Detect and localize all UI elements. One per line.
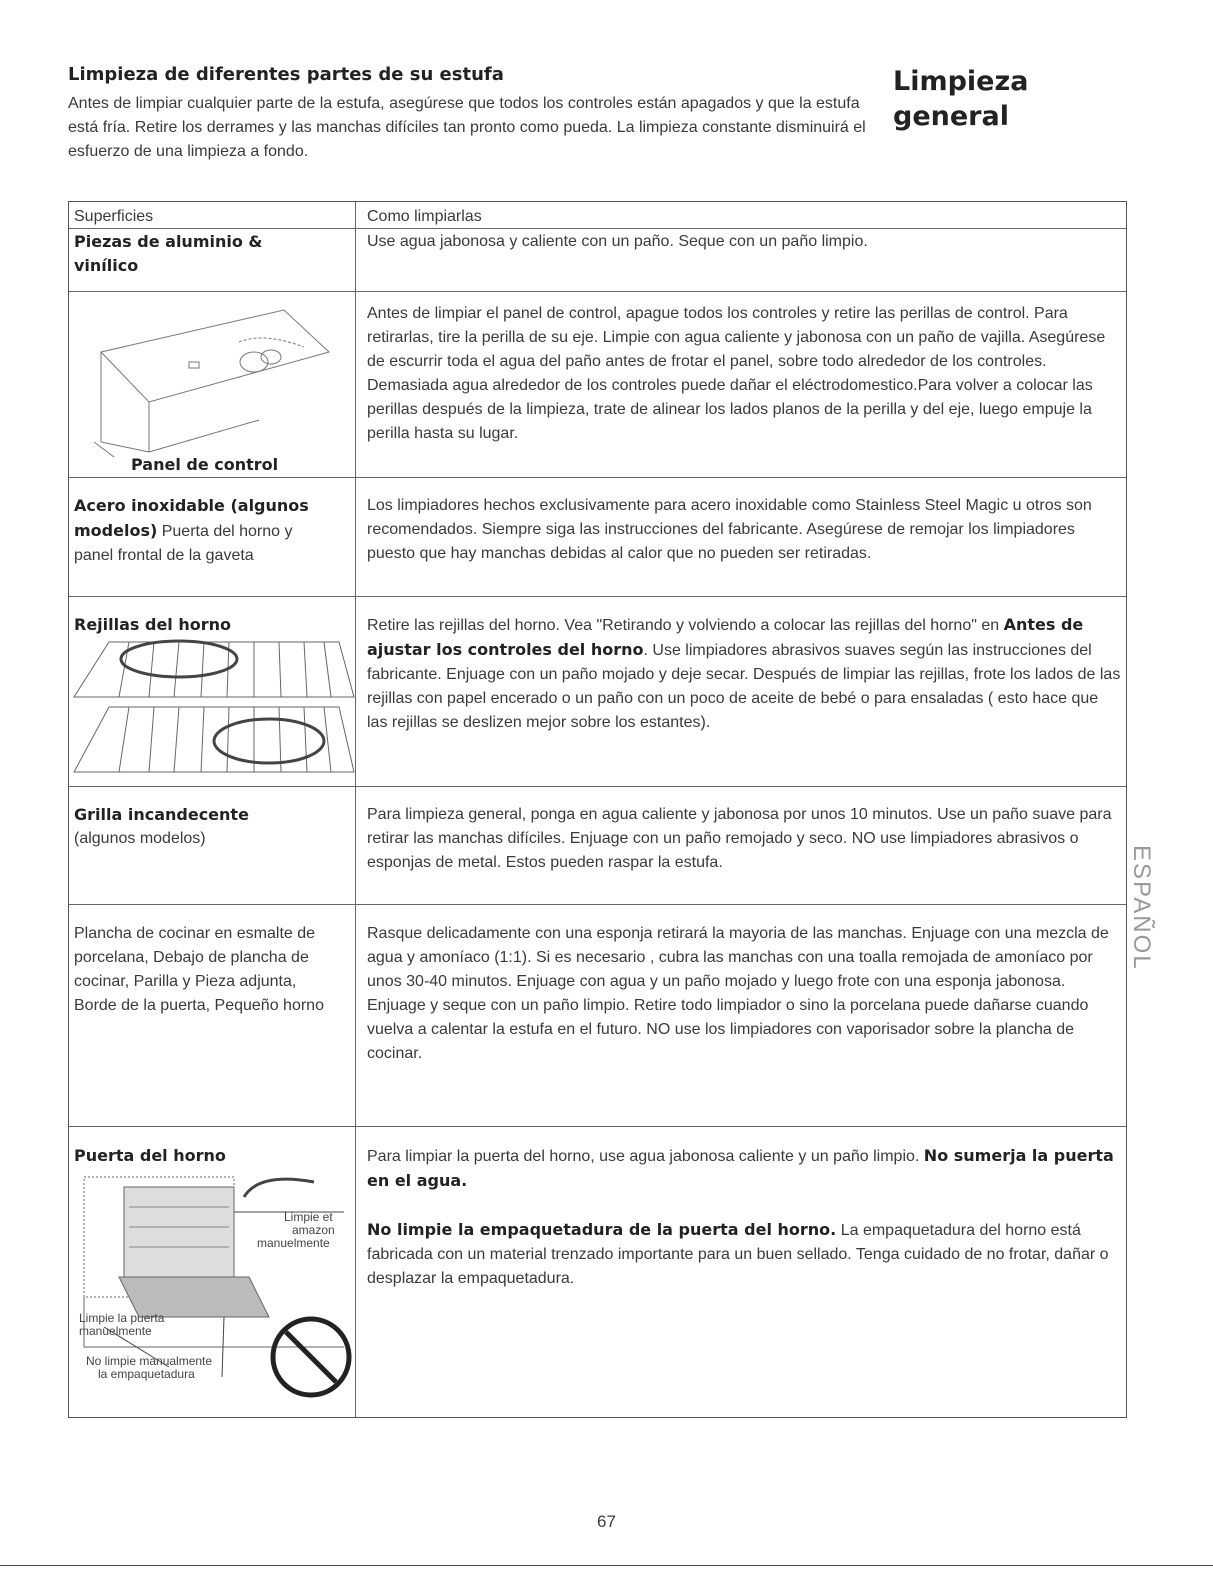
row2-text: Antes de limpiar el panel de control, apague todos los controles y retire las perillas de control. Para retirarlas, tire la perilla de su eje. Limpie con agua caliente y jabonosa con un paño de vajilla. Asegúrese de escurrir toda el agua del paño antes de frotar el panel, sobre todo alrededor de los controles. Demasiada agua alrededor de los controles puede dañar el eléctrodomestico.Para volver a colocar las perillas después de la limpieza, trate de alinear los lados planos de la perilla y del eje, luego empuje la perilla hasta su lugar. — [367, 305, 1106, 442]
row1-surface: Piezas de aluminio & vinílico — [74, 232, 263, 275]
column-divider — [355, 202, 356, 1417]
section-title: Limpieza de diferentes partes de su estufa — [68, 64, 504, 85]
row1-text: Use agua jabonosa y caliente con un paño. Seque con un paño limpio. — [367, 233, 868, 250]
row-divider — [69, 291, 1126, 292]
row7-surface: Puerta del horno — [74, 1146, 226, 1165]
row-divider — [69, 786, 1126, 787]
fig-label-clean-hot-l1: Limpie et — [284, 1210, 333, 1224]
fig-label-no-gasket-l1: No limpie manualmente — [86, 1354, 213, 1368]
row5-surface — [74, 803, 346, 851]
row-divider — [69, 904, 1126, 905]
side-title-line2: general — [893, 101, 1009, 132]
row4-text — [367, 613, 1122, 735]
header-surfaces: Superficies — [74, 208, 154, 225]
oven-door-illustration — [74, 1167, 354, 1402]
fig-label-clean-hot-l2: amazon — [292, 1223, 335, 1237]
row-divider — [69, 1126, 1126, 1127]
row-divider — [69, 477, 1126, 478]
header-how: Como limpiarlas — [367, 208, 482, 225]
row5-surface-bold: Grilla incandecente — [74, 805, 249, 824]
cleaning-table — [68, 201, 1127, 1418]
row7-text-a-bold: No sumerja la puerta en el agua. — [367, 1146, 1114, 1190]
row5-surface-rest: (algunos modelos) — [74, 830, 206, 847]
row7-text-a: Para limpiar la puerta del horno, use agua jabonosa caliente y un paño limpio. — [367, 1148, 924, 1165]
oven-racks-illustration — [69, 637, 355, 782]
row7-text-b-bold: No limpie la empaquetadura de la puerta del horno. — [367, 1220, 837, 1239]
language-side-tab: ESPAÑOL — [1128, 845, 1155, 971]
control-panel-label: Panel de control — [131, 455, 279, 472]
footer-rule — [0, 1565, 1213, 1566]
fig-label-clean-hot-l3: manuelmente — [257, 1236, 330, 1250]
row-divider — [69, 596, 1126, 597]
row4-surface: Rejillas del horno — [74, 615, 232, 634]
intro-paragraph: Antes de limpiar cualquier parte de la estufa, asegúrese que todos los controles están apagados y que la estufa está fría. Retire los derrames y las manchas difíciles tan pronto como pueda. La limpieza constante disminuirá el esfuerzo de una limpieza a fondo. — [68, 95, 866, 160]
row4-text-b: . Use limpiadores abrasivos suaves según las instrucciones del fabricante. Enjuage con un paño mojado y deje secar. Después de limpiar las rejillas, frote los lados de las rejillas con papel encerado o un paño con un poco de aceite de bebé o para ensaladas ( esto hace que las rejillas se deslizen mejor sobre los estantes). — [367, 642, 1121, 731]
row6-surface: Plancha de cocinar en esmalte de porcelana, Debajo de plancha de cocinar, Parilla y Pieza adjunta, Borde de la puerta, Pequeño horno — [74, 925, 324, 1014]
row3-surface — [74, 494, 334, 568]
fig-label-no-gasket-l2: la empaquetadura — [98, 1367, 195, 1381]
row7-para1 — [367, 1144, 1122, 1194]
row4-text-bold: Antes de ajustar los controles del horno — [367, 615, 1084, 659]
row3-surface-bold: Acero inoxidable (algunos modelos) — [74, 496, 309, 540]
row7-text-b: La empaquetadura del horno está fabricada con un material trenzado importante para un buen sellado. Tenga cuidado de no frotar, dañar o desplazar la empaquetadura. — [367, 1222, 1109, 1287]
row3-surface-rest: Puerta del horno y panel frontal de la gaveta — [74, 523, 293, 564]
fig-label-clean-door-l2: manuelmente — [79, 1324, 152, 1338]
row7-text — [367, 1144, 1122, 1291]
row5-text: Para limpieza general, ponga en agua caliente y jabonosa por unos 10 minutos. Use un paño suave para retirar las manchas difíciles. Enjuage con un paño remojado y seco. NO use limpiadores abrasivos o esponjas de metal. Estos pueden raspar la estufa. — [367, 806, 1112, 871]
row4-text-a: Retire las rejillas del horno. Vea "Retirando y volviendo a colocar las rejillas del horno" en — [367, 617, 1004, 634]
row6-text: Rasque delicadamente con una esponja retirará la mayoria de las manchas. Enjuage con una mezcla de agua y amoníaco (1:1). Si es necesario , cubra las manchas con una toalla remojada de amoníaco por unos 30-40 minutos. Enjuage con agua y un paño mojado y luego frote con una esponja jabonosa. Enjuage y seque con un paño limpio. Retire todo limpiador o sino la porcelana puede dañarse cuando vuelva a calentar la estufa en el futuro. NO use los limpiadores con vaporisador sobre la plancha de cocinar. — [367, 925, 1109, 1062]
control-panel-illustration — [89, 302, 339, 472]
fig-label-clean-door-l1: Limpie la puerta — [79, 1311, 165, 1325]
side-title-line1: Limpieza — [893, 66, 1029, 97]
page-side-title — [893, 64, 1093, 134]
page-number: 67 — [597, 1512, 616, 1531]
row7-para2 — [367, 1218, 1122, 1291]
row3-text: Los limpiadores hechos exclusivamente para acero inoxidable como Stainless Steel Magic u otros son recomendados. Siempre siga las instrucciones del fabricante. Asegúrese de remojar los limpiadores puesto que hay manchas debidas al calor que no pueden ser retiradas. — [367, 497, 1092, 562]
